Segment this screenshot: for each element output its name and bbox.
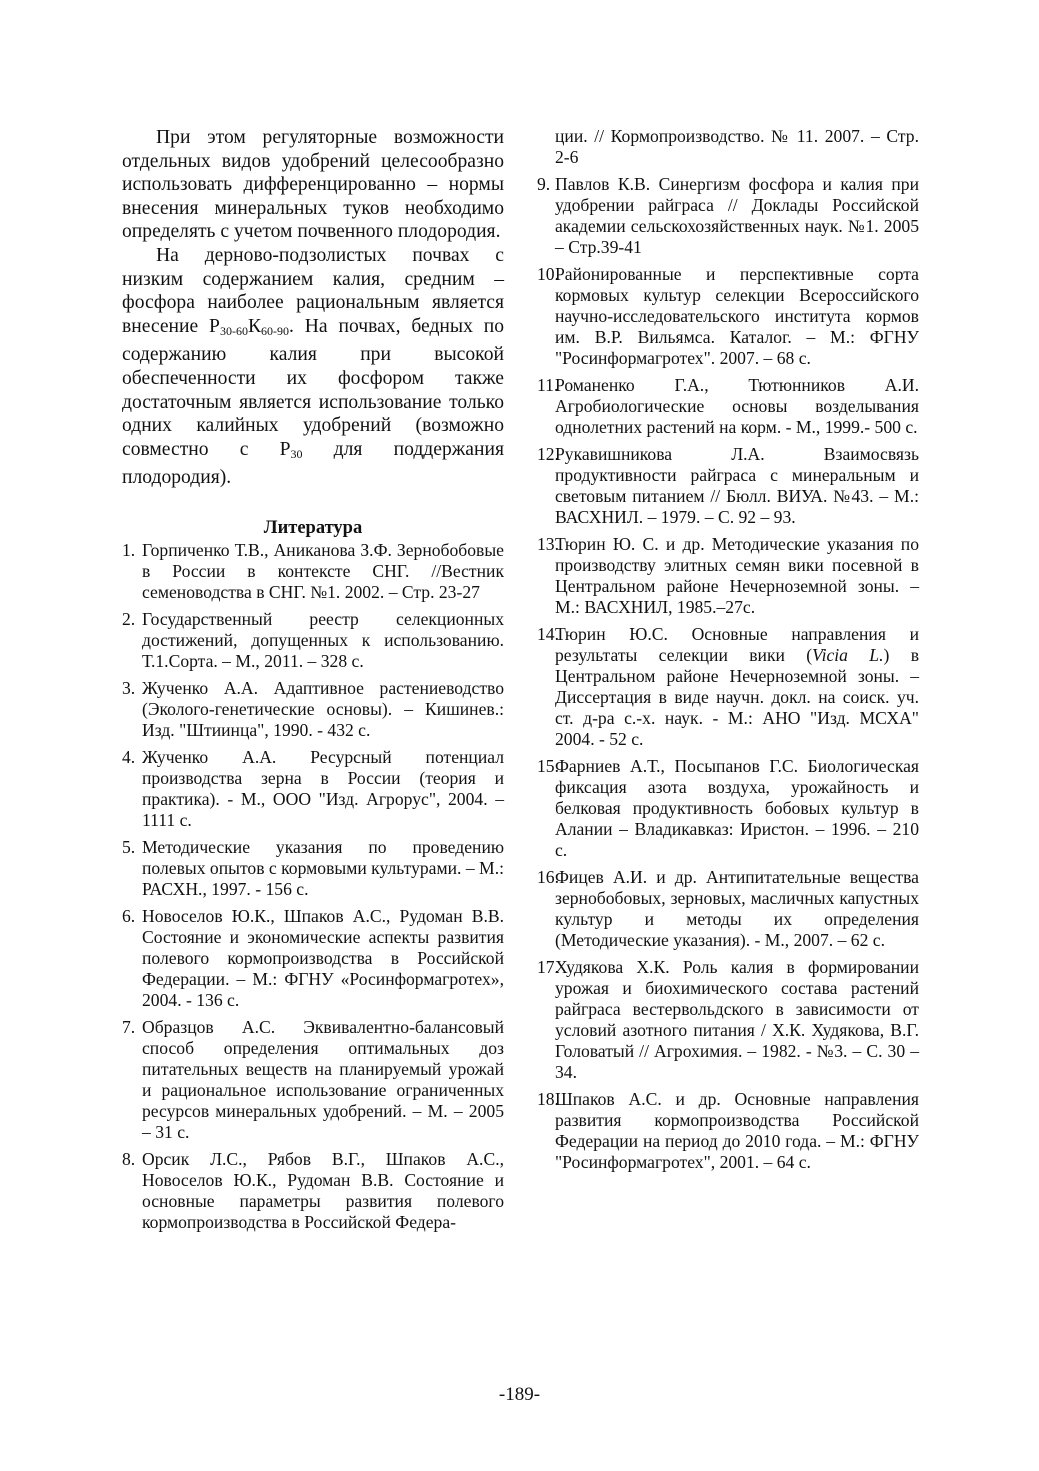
reference-number: 17. (537, 957, 559, 977)
reference-number: 15. (537, 756, 559, 776)
reference-continuation (537, 126, 919, 168)
left-column (122, 126, 504, 1239)
p2-part-2: К (247, 315, 262, 337)
reference-text: Новоселов Ю.К., Шпаков А.С., Рудоман В.В. Состояние и экономические аспекты развития полевого кормопроизводства в Российской Федерации. – М.: ФГНУ «Росинформагротех», 2004. - 136 с. (142, 905, 504, 1010)
p2-sub-3: 30 (290, 446, 303, 461)
reference-text-italic: Vicia L. (812, 645, 884, 665)
reference-number: 12. (537, 444, 559, 464)
reference-item (537, 534, 919, 618)
reference-number: 8. (122, 1148, 136, 1169)
reference-text: Районированные и перспективные сорта кормовых культур селекции Всероссийского научно-исследовательского института кормов им. В.Р. Вильямса. Каталог. – М.: ФГНУ "Росинформагротех". 2007. – 68 с. (555, 264, 919, 368)
reference-number: 5. (122, 836, 136, 857)
reference-item (537, 756, 919, 861)
reference-item (122, 678, 504, 741)
reference-item (537, 1089, 919, 1173)
reference-item (122, 906, 504, 1011)
reference-number: 9. (537, 174, 551, 194)
reference-list-left (122, 540, 504, 1233)
reference-number: 2. (122, 608, 136, 629)
reference-text: Орсик Л.С., Рябов В.Г., Шпаков А.С., Новоселов Ю.К., Рудоман В.В. Состояние и основные параметры развития полевого кормопроизводства в Российской Федера- (142, 1148, 504, 1232)
p2-part-4: для поддержания плодородия). (122, 438, 504, 489)
reference-text: Фицев А.И. и др. Антипитательные вещества зернобобовых, зерновых, масличных капустных культур и методы их определения (Методические указания). - М., 2007. – 62 с. (555, 867, 919, 950)
reference-item (537, 375, 919, 438)
p2-sub-1: 30-60 (219, 323, 248, 338)
reference-text: Рукавишникова Л.А. Взаимосвязь продуктивности райграса с минеральным и световым питанием // Бюлл. ВИУА. №43. – М.: ВАСХНИЛ. – 1979. – С. 92 – 93. (555, 444, 919, 527)
reference-item (537, 624, 919, 750)
reference-list-right (537, 126, 919, 1173)
reference-item (122, 837, 504, 900)
reference-number: 6. (122, 905, 136, 926)
p2-sub-2: 60-90 (261, 323, 290, 338)
reference-number: 7. (122, 1016, 136, 1037)
reference-item (122, 609, 504, 672)
reference-text: Шпаков А.С. и др. Основные направления развития кормопроизводства Российской Федерации на период до 2010 года. – М.: ФГНУ "Росинформагротех", 2001. – 64 с. (555, 1089, 919, 1172)
reference-item (122, 1017, 504, 1143)
reference-text: Методические указания по проведению полевых опытов с кормовыми культурами. – М.: РАСХН., 1997. - 156 с. (142, 836, 504, 899)
p2-part-1: На дерново-подзолистых почвах с низким содержанием калия, средним – фосфора наиболее рациональным является внесение Р (122, 244, 504, 337)
reference-item (537, 264, 919, 369)
reference-item (122, 747, 504, 831)
reference-number: 3. (122, 677, 136, 698)
body-paragraph-2 (122, 244, 504, 490)
reference-number: 16. (537, 867, 559, 887)
reference-item (537, 444, 919, 528)
reference-item (537, 957, 919, 1083)
right-column (537, 126, 919, 1179)
reference-text: Тюрин Ю. С. и др. Методические указания по производству элитных семян вики посевной в Центральном районе Нечерноземной зоны. – М.: ВАСХНИЛ, 1985.–27с. (555, 534, 919, 617)
reference-item (122, 1149, 504, 1233)
reference-item (537, 867, 919, 951)
reference-text: Романенко Г.А., Тютюнников А.И. Агробиологические основы возделывания однолетних растений на корм. - М., 1999.- 500 с. (555, 375, 919, 437)
reference-item (122, 540, 504, 603)
page-number: -189- (498, 1384, 541, 1405)
references-heading: Литература (263, 517, 363, 538)
reference-text: Жученко А.А. Адаптивное растениеводство (Эколого-генетические основы). – Кишинев.: Изд. "Штиинца", 1990. - 432 с. (142, 677, 504, 740)
reference-number: 13. (537, 534, 559, 554)
reference-number: 11. (537, 375, 559, 395)
reference-text: Горпиченко Т.В., Аниканова З.Ф. Зернобобовые в России в контексте СНГ. //Вестник семеноводства в СНГ. №1. 2002. – Стр. 23-27 (142, 539, 504, 602)
reference-text: Жученко А.А. Ресурсный потенциал производства зерна в России (теория и практика). - М., ООО "Изд. Агрорус", 2004. – 1111 с. (142, 746, 504, 830)
reference-text-pre: Тюрин Ю.С. Основные направления и результаты селекции вики ( (555, 624, 919, 665)
reference-number: 14. (537, 624, 559, 644)
reference-text: Фарниев А.Т., Посыпанов Г.С. Биологическая фиксация азота воздуха, урожайность и белковая продуктивность бобовых культур в Алании – Владикавказ: Иристон. – 1996. – 210 с. (555, 756, 919, 860)
reference-number: 1. (122, 539, 136, 560)
body-paragraph-1: При этом регуляторные возможности отдельных видов удобрений целесообразно использовать дифференцированно – нормы внесения минеральных туков необходимо определять с учетом почвенного плодородия. (122, 127, 504, 243)
reference-text: Худякова Х.К. Роль калия в формировании урожая и биохимического состава растений райграса вестервольдского в зависимости от условий азотного питания / Х.К. Худякова, В.Г. Головатый // Агрохимия. – 1982. - №3. – С. 30 – 34. (555, 957, 919, 1082)
reference-number: 10. (537, 264, 559, 284)
reference-text-post: ) в Центральном районе Нечерноземной зоны. – Диссертация в виде научн. докл. на соиск. уч. ст. д-ра с.-х. наук. - М.: АНО "Изд. МСХА" 2004. - 52 с. (555, 645, 919, 749)
reference-item (537, 174, 919, 258)
reference-number: 4. (122, 746, 136, 767)
reference-text: Государственный реестр селекционных достижений, допущенных к использованию. Т.1.Сорта. – М., 2011. – 328 с. (142, 608, 504, 671)
reference-text: Образцов А.С. Эквивалентно-балансовый способ определения оптимальных доз питательных веществ на планируемый урожай и рациональное использование ограниченных ресурсов минеральных удобрений. – М. – 2005 – 31 с. (142, 1016, 504, 1142)
reference-text: Павлов К.В. Синергизм фосфора и калия при удобрении райграса // Доклады Российской академии сельскохозяйственных наук. №1. 2005 – Стр.39-41 (555, 174, 919, 257)
reference-text: ции. // Кормопроизводство. № 11. 2007. – Стр. 2-6 (555, 126, 919, 167)
reference-number: 18. (537, 1089, 559, 1109)
p2-part-3: . На почвах, бедных по содержанию калия при высокой обеспеченности их фосфором также достаточным является использование только одних калийных удобрений (возможно совместно с Р (122, 315, 504, 460)
